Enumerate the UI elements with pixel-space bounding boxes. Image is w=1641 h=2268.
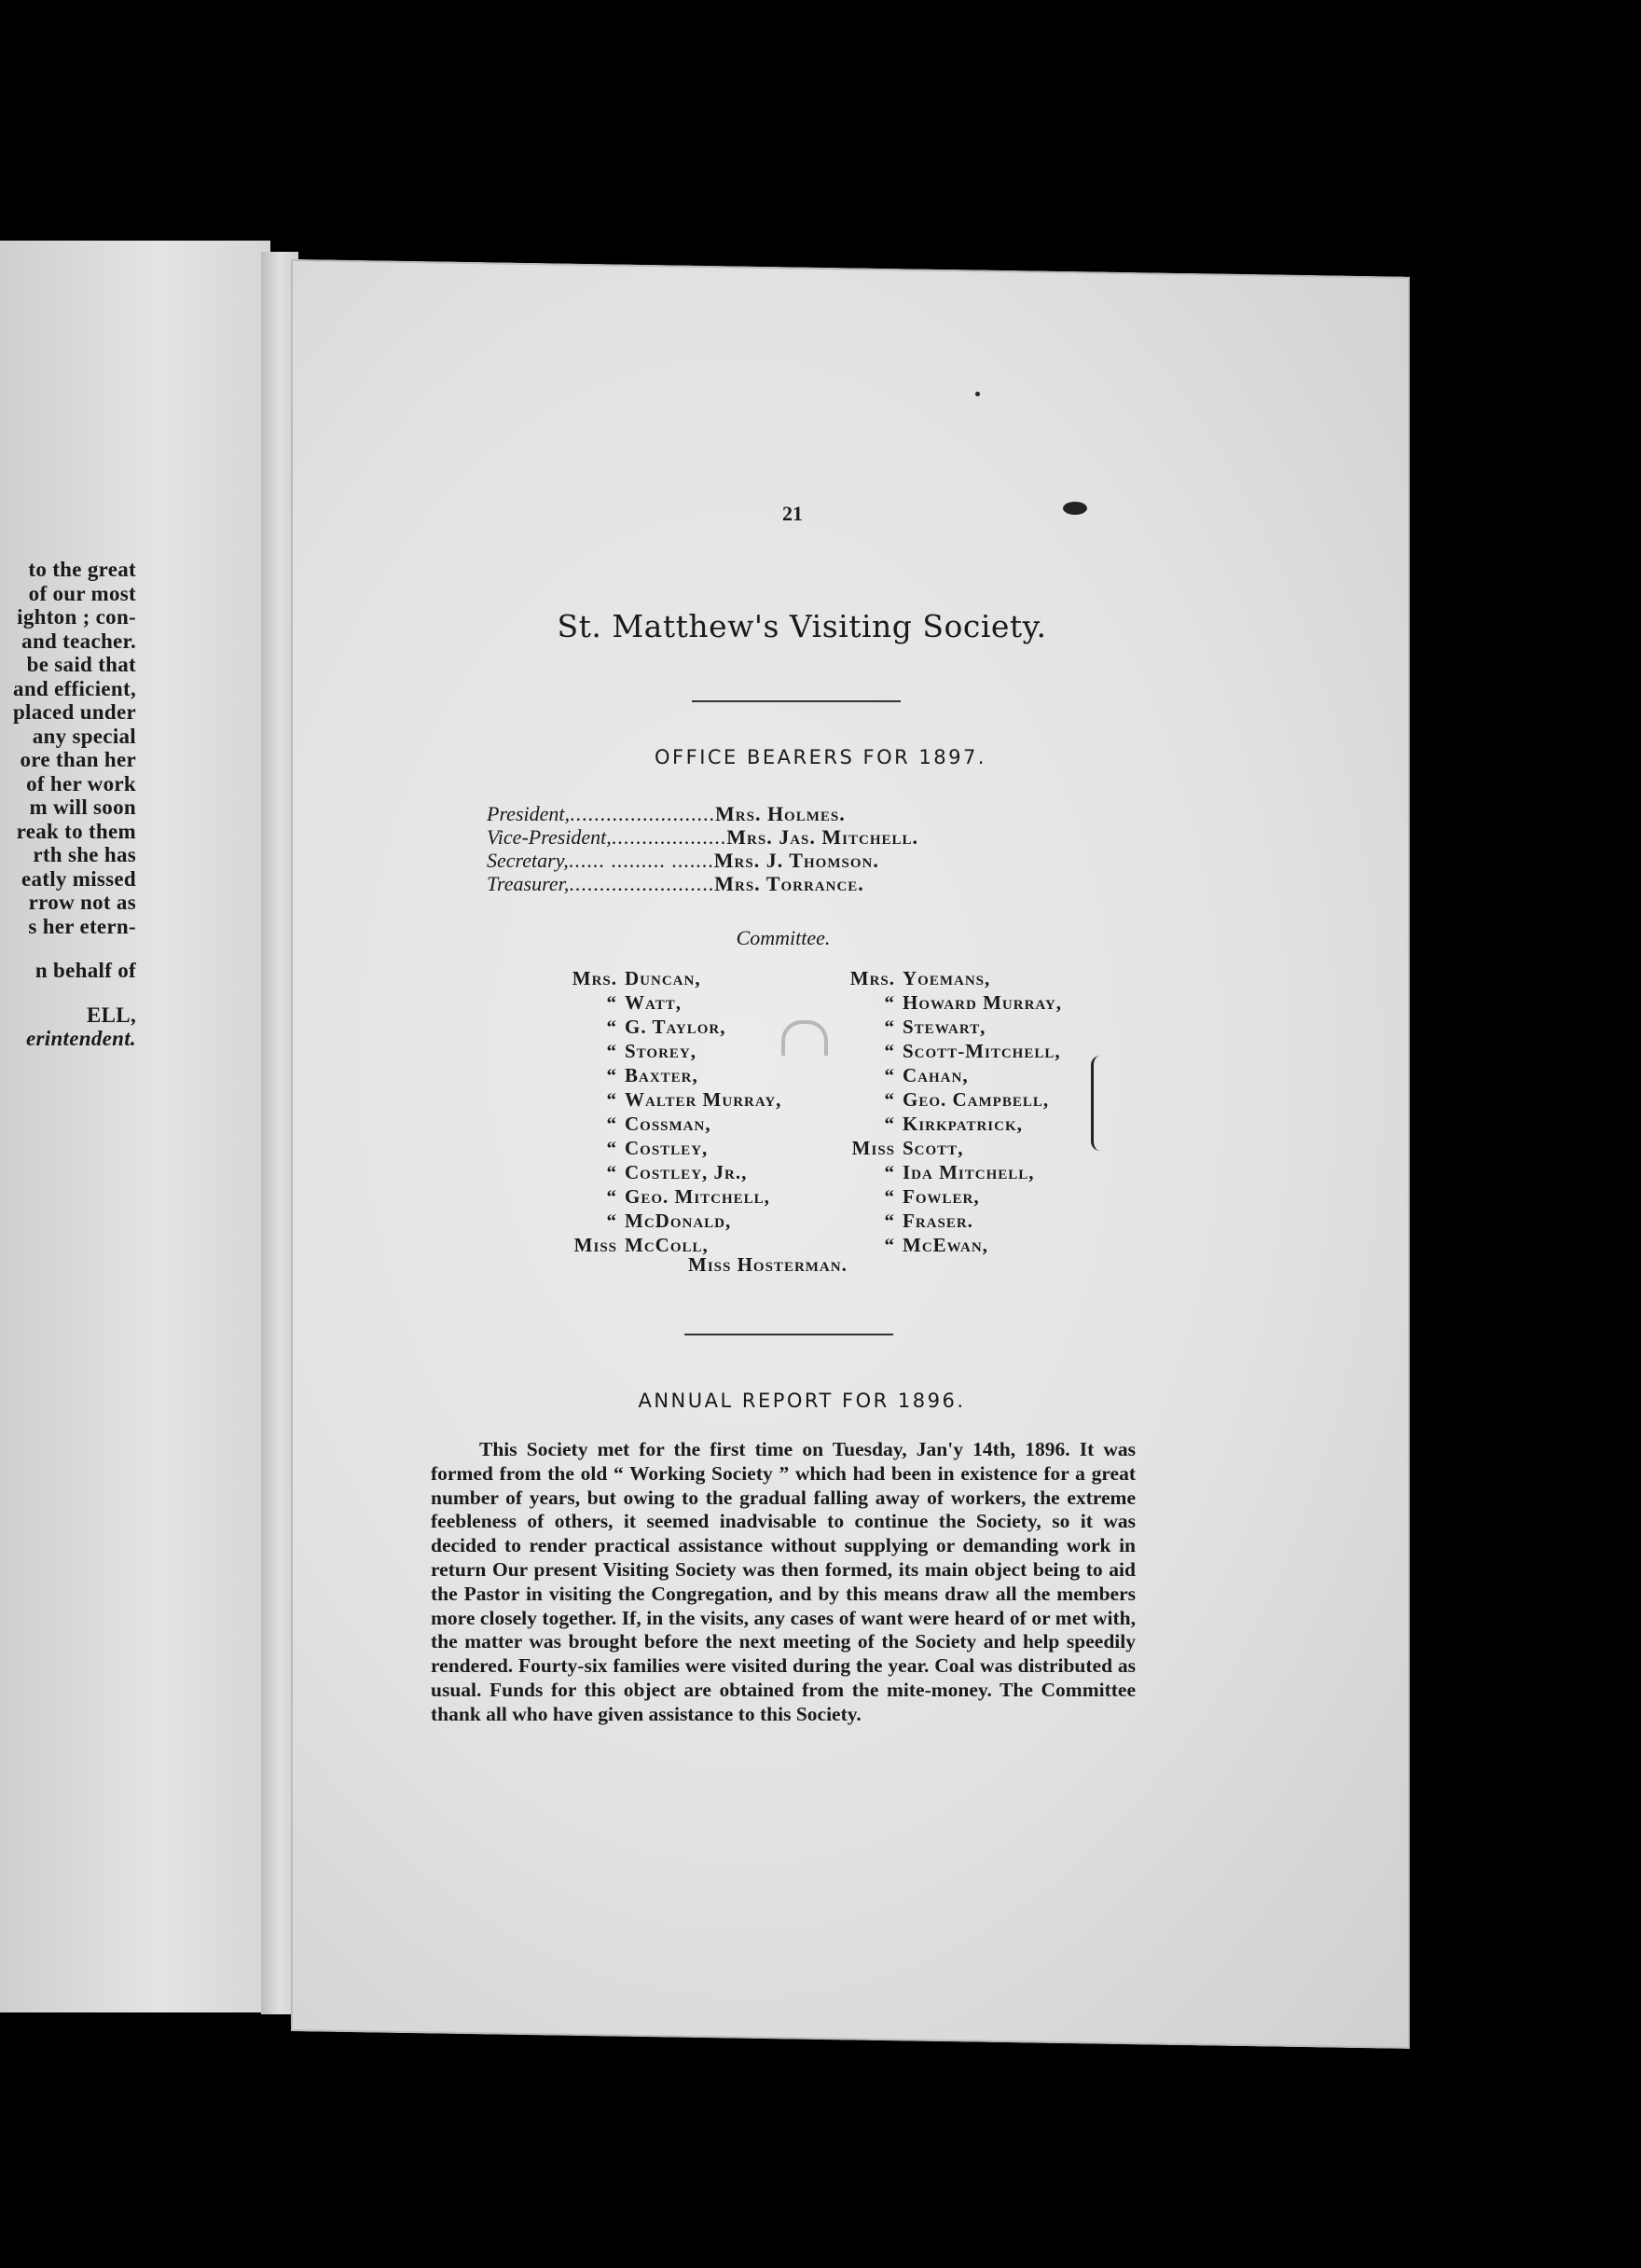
divider-rule (692, 700, 901, 702)
officer-name: Mrs. Holmes. (715, 802, 846, 825)
officer-role: Secretary, (487, 849, 569, 872)
officer-name: Mrs. Torrance. (714, 872, 864, 895)
annual-report-heading: ANNUAL REPORT FOR 1896. (638, 1390, 966, 1412)
officer-name: Mrs. J. Thomson. (713, 849, 879, 872)
committee-member (830, 1184, 1062, 1209)
committee-member (830, 1209, 1062, 1233)
left-line: placed under (12, 700, 136, 724)
member-name: McColl, (625, 1234, 709, 1256)
officer-role: Treasurer, (487, 872, 570, 895)
officer-row (487, 872, 1139, 895)
member-prefix: Miss (573, 1234, 617, 1256)
left-line: m will soon (29, 795, 136, 819)
left-line: of her work (26, 771, 136, 795)
committee-member (830, 1087, 1062, 1112)
member-prefix: “ (606, 1210, 617, 1232)
member-name: Costley, (625, 1137, 709, 1159)
committee-member (552, 990, 781, 1015)
page-number: 21 (782, 502, 803, 525)
left-line: ore than her (20, 748, 136, 771)
committee-member (552, 1087, 781, 1112)
member-prefix: “ (884, 1234, 895, 1256)
left-line: ighton ; con- (17, 605, 136, 629)
member-prefix: “ (606, 1137, 617, 1159)
left-signature: ELL, (87, 1003, 136, 1027)
member-name: Geo. Campbell, (903, 1088, 1050, 1111)
committee-member (552, 1063, 781, 1087)
member-name: McEwan, (903, 1234, 988, 1256)
leader-dots: ...... ......... ....... (568, 849, 714, 872)
officer-role: Vice-President, (487, 825, 612, 849)
annual-report-body (431, 1438, 1136, 1727)
left-line: s her etern- (28, 914, 136, 938)
member-name: Stewart, (903, 1016, 986, 1038)
committee-member (830, 1233, 1062, 1257)
member-name: McDonald, (625, 1210, 732, 1232)
member-name: Fowler, (903, 1185, 980, 1208)
member-name: Cossman, (625, 1113, 711, 1135)
member-prefix: “ (606, 1088, 617, 1111)
member-prefix: “ (884, 1113, 895, 1135)
left-line: any special (32, 724, 136, 748)
member-name: Fraser. (903, 1210, 973, 1232)
left-line: eatly missed (21, 866, 136, 891)
member-name: Baxter, (625, 1064, 698, 1086)
member-prefix: Mrs. (572, 967, 617, 989)
left-line: rrow not as (28, 891, 136, 914)
member-prefix: “ (884, 1161, 895, 1183)
member-prefix: “ (884, 1088, 895, 1111)
committee-heading: Committee. (736, 926, 831, 949)
member-name: Walter Murray, (625, 1088, 782, 1111)
member-name: Duncan, (625, 967, 701, 989)
committee-member (830, 1136, 1062, 1160)
member-name: Geo. Mitchell, (625, 1185, 770, 1208)
member-prefix: “ (606, 1113, 617, 1135)
committee-member (552, 1184, 781, 1209)
committee-member (552, 1039, 781, 1063)
member-name: Storey, (625, 1040, 697, 1062)
member-prefix: “ (606, 991, 617, 1014)
committee-left-column (552, 966, 781, 1257)
ink-spot (1063, 502, 1087, 515)
member-prefix: “ (884, 1210, 895, 1232)
page-title: St. Matthew's Visiting Society. (557, 608, 1047, 644)
committee-last-member: Miss Hosterman. (688, 1253, 848, 1276)
member-name: Watt, (625, 991, 682, 1014)
member-prefix: “ (884, 1064, 895, 1086)
member-prefix: “ (884, 991, 895, 1014)
committee-member (830, 1160, 1062, 1184)
member-name: Kirkpatrick, (903, 1113, 1023, 1135)
officer-row (487, 849, 1139, 872)
left-line: and efficient, (13, 676, 136, 700)
leader-dots: ........................ (569, 872, 715, 895)
member-name: Costley, Jr., (625, 1161, 748, 1183)
pencil-mark (781, 1020, 828, 1056)
left-line: to the great (28, 558, 136, 581)
member-prefix: “ (606, 1185, 617, 1208)
committee-right-column (830, 966, 1062, 1257)
ink-spot (975, 392, 980, 396)
committee-member (552, 1160, 781, 1184)
member-prefix: “ (884, 1040, 895, 1062)
left-line: and teacher. (21, 629, 136, 653)
leader-dots: ........................ (570, 802, 715, 825)
annual-report-text: This Society met for the first time on Tuesday, Jan'y 14th, 1896. It was formed from the old “ Working Society ” which had been in existence for a great number of years, but owing to the gradual falling away of workers, the extreme feebleness of others, it seemed inadvisable to continue the Society, so it was decided to render practical assistance without supplying or demanding work in return Our present Visiting Society was then formed, its main object being to aid the Pastor in visiting the Congregation, and by this means draw all the members more closely together. If, in the visits, any cases of want were heard of or met with, the matter was brought before the next meeting of the Society and help speedily rendered. Fourty-six families were visited during the year. Coal was distributed as usual. Funds for this object are obtained from the mite-money. The Committee thank all who have given assistance to this Society. (431, 1438, 1136, 1725)
divider-rule (684, 1334, 893, 1335)
member-prefix: Miss (851, 1137, 895, 1159)
committee-member (552, 1209, 781, 1233)
committee-member (830, 1063, 1062, 1087)
officer-role: President, (487, 802, 570, 825)
committee-member (830, 1039, 1062, 1063)
member-prefix: Mrs. (849, 967, 895, 989)
left-line: of our most (28, 581, 136, 605)
committee-member (830, 966, 1062, 990)
member-name: Scott-Mitchell, (903, 1040, 1061, 1062)
member-name: Yoemans, (903, 967, 991, 989)
left-signature-title: erintendent. (26, 1027, 136, 1050)
member-name: G. Taylor, (625, 1016, 726, 1038)
officers-list (487, 802, 1139, 895)
committee-member (552, 1015, 781, 1039)
committee-member (552, 1112, 781, 1136)
member-name: Cahan, (903, 1064, 969, 1086)
officer-row (487, 802, 1139, 825)
member-prefix: “ (606, 1064, 617, 1086)
left-line: be said that (26, 653, 136, 676)
office-bearers-heading: OFFICE BEARERS FOR 1897. (655, 746, 986, 768)
leader-dots: ................... (611, 825, 727, 849)
member-prefix: “ (606, 1040, 617, 1062)
left-closing-line: n behalf of (34, 959, 136, 982)
member-name: Howard Murray, (903, 991, 1062, 1014)
member-prefix: “ (606, 1016, 617, 1038)
member-prefix: “ (606, 1161, 617, 1183)
committee-member (830, 1015, 1062, 1039)
officer-name: Mrs. Jas. Mitchell. (726, 825, 919, 849)
committee-member (830, 990, 1062, 1015)
left-line: rth she has (33, 843, 136, 866)
committee-member (552, 1136, 781, 1160)
member-name: Ida Mitchell, (903, 1161, 1035, 1183)
handwritten-bracket (1091, 1056, 1112, 1151)
left-line: reak to them (16, 819, 136, 843)
committee-member (552, 966, 781, 990)
member-name: Scott, (903, 1137, 964, 1159)
officer-row (487, 825, 1139, 849)
member-prefix: “ (884, 1016, 895, 1038)
committee-member (830, 1112, 1062, 1136)
member-prefix: “ (884, 1185, 895, 1208)
